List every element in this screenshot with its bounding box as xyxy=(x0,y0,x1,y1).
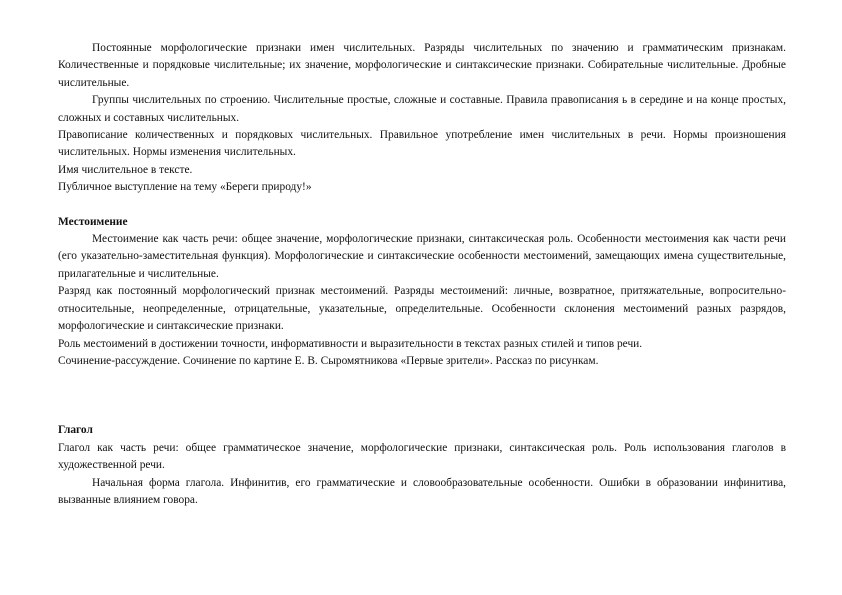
numerals-paragraph-2: Группы числительных по строению. Числительные простые, сложные и составные. Правила правописания ь в середине и на конце простых, сложных и составных числительных. xyxy=(58,94,786,124)
document-page xyxy=(58,40,786,509)
pronoun-paragraph-4: Сочинение-рассуждение. Сочинение по картине Е. В. Сыромятникова «Первые зрители». Рассказ по рисункам. xyxy=(58,354,599,367)
verb-paragraph-2: Начальная форма глагола. Инфинитив, его грамматические и словообразовательные особенности. Ошибки в образовании инфинитива, вызванные влиянием говора. xyxy=(58,476,786,506)
spacer xyxy=(58,197,786,214)
verb-heading: Глагол xyxy=(58,424,93,437)
pronoun-heading: Местоимение xyxy=(58,215,128,228)
numerals-paragraph-4: Имя числительное в тексте. xyxy=(58,163,193,176)
pronoun-paragraph-3: Роль местоимений в достижении точности, информативности и выразительности в текстах разных стилей и типов речи. xyxy=(58,337,643,350)
verb-paragraph-1: Глагол как часть речи: общее грамматическое значение, морфологические признаки, синтаксическая роль. Роль использования глаголов в художественной речи. xyxy=(58,441,786,472)
numerals-paragraph-1: Постоянные морфологические признаки имен числительных. Разряды числительных по значению и грамматическим признакам. Количественные и порядковые числительные; их значение, морфологические и синтаксические признаки. Собирательные числительные. Дробные числительные. xyxy=(58,42,786,89)
numerals-paragraph-3: Правописание количественных и порядковых числительных. Правильное употребление имен числительных в речи. Нормы произношения числительных. Нормы изменения числительных. xyxy=(58,129,786,159)
pronoun-paragraph-2: Разряд как постоянный морфологический признак местоимений. Разряды местоимений: личные, возвратное, притяжательные, вопросительно-относительные, неопределенные, отрицательные, указательные, определительные. Особенности склонения местоимений разных разрядов, морфологические и синтаксические признаки. xyxy=(58,285,786,333)
spacer xyxy=(58,370,786,422)
pronoun-paragraph-1: Местоимение как часть речи: общее значение, морфологические признаки, синтаксическая роль. Особенности местоимения как части речи (его указательно-заместительная функция). Морфологические и синтаксические особенности местоимений, замещающих имена существительные, прилагательные и числительные. xyxy=(58,233,786,280)
numerals-paragraph-5: Публичное выступление на тему «Береги природу!» xyxy=(58,181,312,194)
